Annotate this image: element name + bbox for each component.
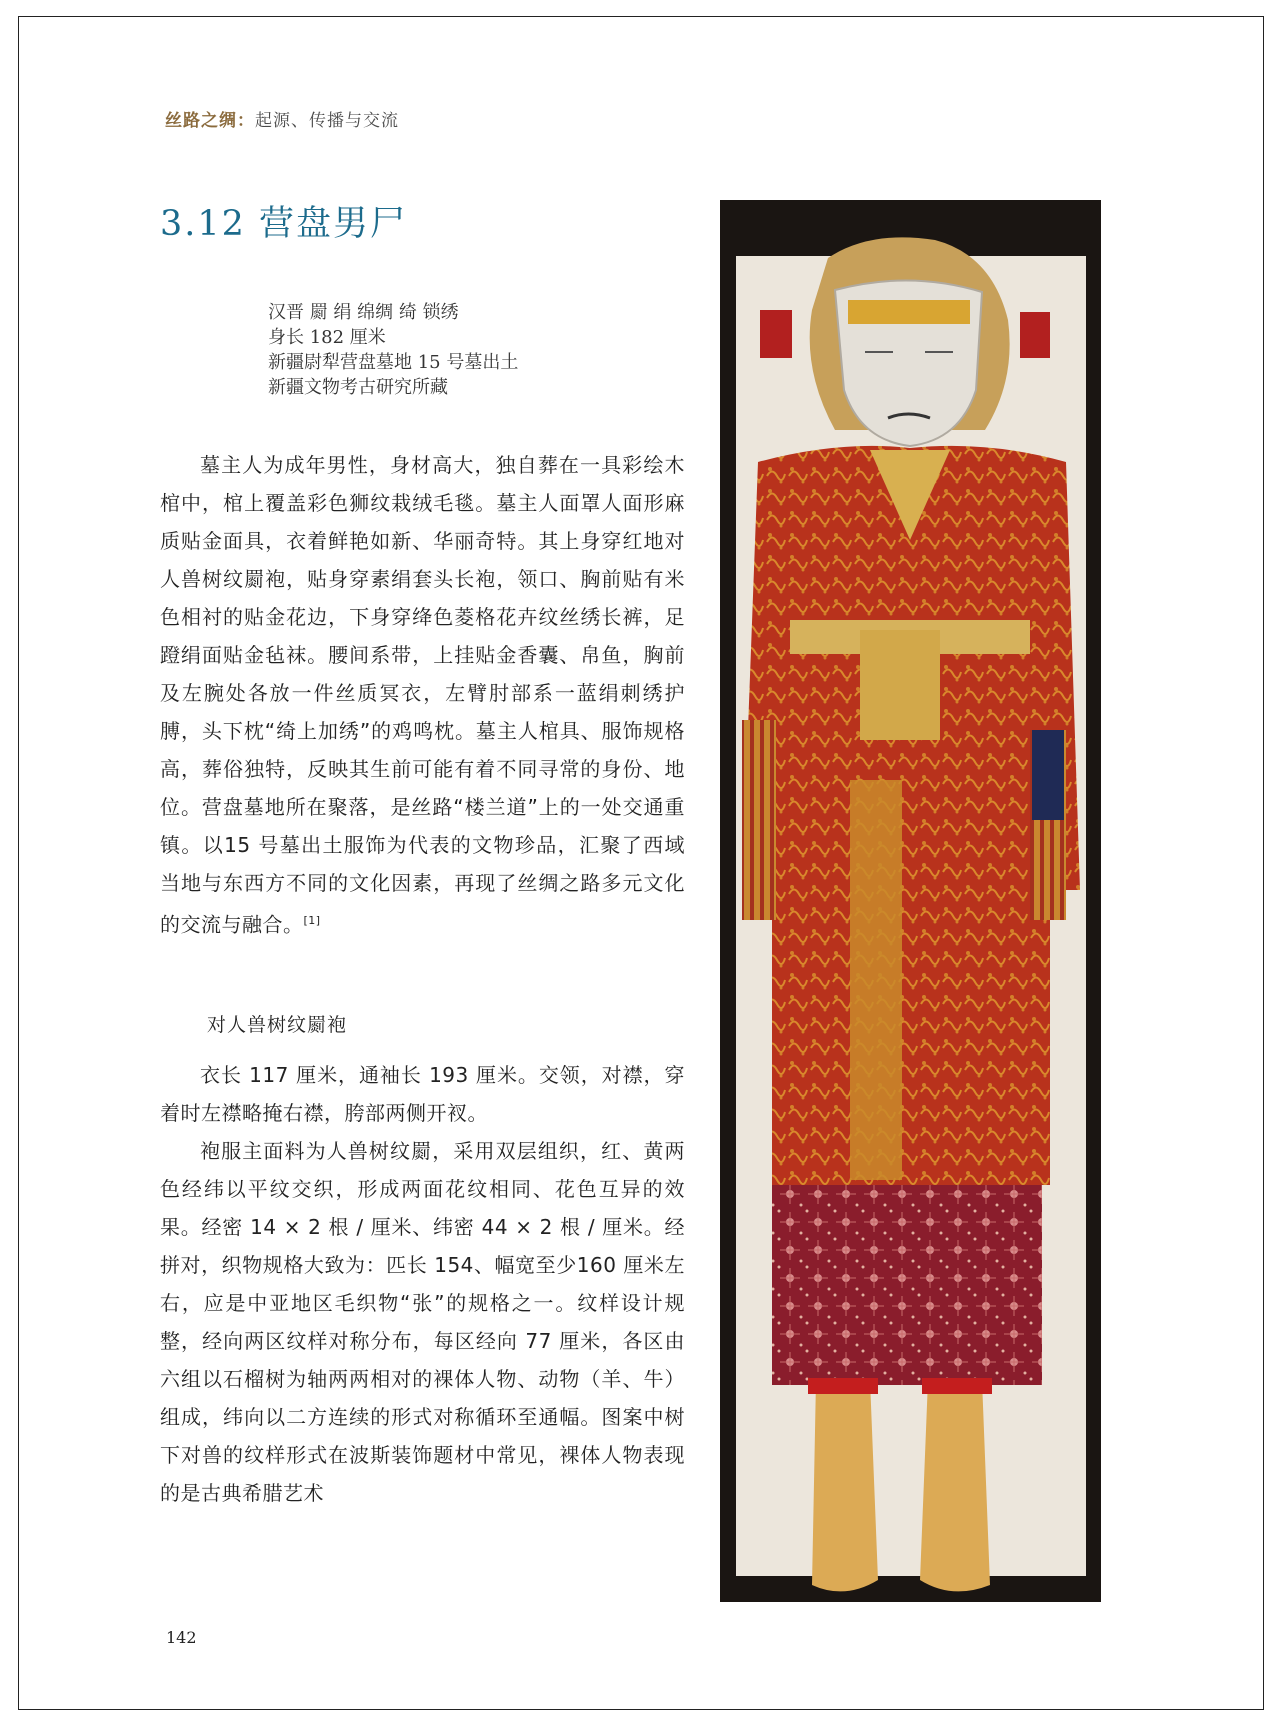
metadata-period-materials: 汉晋 罽 绢 绵绸 绮 锁绣 [268,302,459,323]
robe-description [160,1056,685,1512]
armguard [1032,730,1064,820]
artifact-metadata [268,300,518,400]
robe-paragraph-1: 衣长 117 厘米，通袖长 193 厘米。交领，对襟，穿着时左襟略掩右襟，胯部两侧开衩。 [160,1063,685,1125]
mummy-photograph [720,200,1101,1602]
intro-text [160,446,685,944]
running-head-book-title: 丝路之绸： [165,111,255,131]
robe-paragraph-2: 袍服主面料为人兽树纹罽，采用双层组织，红、黄两色经纬以平纹交织，形成两面花纹相同、花色互异的效果。经密 14 × 2 根 / 厘米、纬密 44 × 2 根 / 厘米。经拼对，织物规格大致为：匹长 154、幅宽至少160 厘米左右，应是中亚地区毛织物“张”的规格之一。纹样设计规整，经向两区纹样对称分布，每区经向 77 厘米，各区由六组以石榴树为轴两两相对的裸体人物、动物（羊、牛）组成，纬向以二方连续的形式对称循环至通幅。图案中树下对兽的纹样形式在波斯装饰题材中常见，裸体人物表现的是古典希腊艺术 [160,1139,685,1505]
subheading-robe: 对人兽树纹罽袍 [207,1014,348,1036]
robe [742,446,1080,1185]
left-sleeve-cuff [742,720,776,920]
metadata-provenance: 新疆尉犁营盘墓地 15 号墓出土 [268,352,519,373]
intro-paragraph [160,446,685,944]
running-head-subtitle: 起源、传播与交流 [255,111,399,131]
running-head [165,106,399,131]
waist-pouch [860,630,940,740]
trousers [772,1185,1042,1385]
ankle-ribbon-left [808,1378,878,1394]
ankle-ribbon-right [922,1378,992,1394]
page-number: 142 [166,1628,197,1647]
robe-center-panel [850,780,902,1180]
metadata-dimensions: 身长 182 厘米 [268,327,386,348]
head-ribbon-right [1020,312,1050,358]
section-title: 3.12 营盘男尸 [160,204,408,244]
footnote-reference: [1] [303,914,321,927]
intro-paragraph-text: 墓主人为成年男性，身材高大，独自葬在一具彩绘木棺中，棺上覆盖彩色狮纹栽绒毛毯。墓主人面罩人面形麻质贴金面具，衣着鲜艳如新、华丽奇特。其上身穿红地对人兽树纹罽袍，贴身穿素绢套头长袍，领口、胸前贴有米色相衬的贴金花边，下身穿绛色菱格花卉纹丝绣长裤，足蹬绢面贴金毡袜。腰间系带，上挂贴金香囊、帛鱼，胸前及左腕处各放一件丝质冥衣，左臂肘部系一蓝绢刺绣护膊，头下枕“绮上加绣”的鸡鸣枕。墓主人棺具、服饰规格高，葬俗独特，反映其生前可能有着不同寻常的身份、地位。营盘墓地所在聚落，是丝路“楼兰道”上的一处交通重镇。以15 号墓出土服饰为代表的文物珍品，汇聚了西域当地与东西方不同的文化因素，再现了丝绸之路多元文化的交流与融合。 [160,453,685,937]
left-sock [812,1380,878,1591]
mask-gold-band [848,300,970,324]
metadata-collection: 新疆文物考古研究所藏 [268,377,448,398]
head-ribbon [760,310,792,358]
right-sock [920,1380,990,1591]
